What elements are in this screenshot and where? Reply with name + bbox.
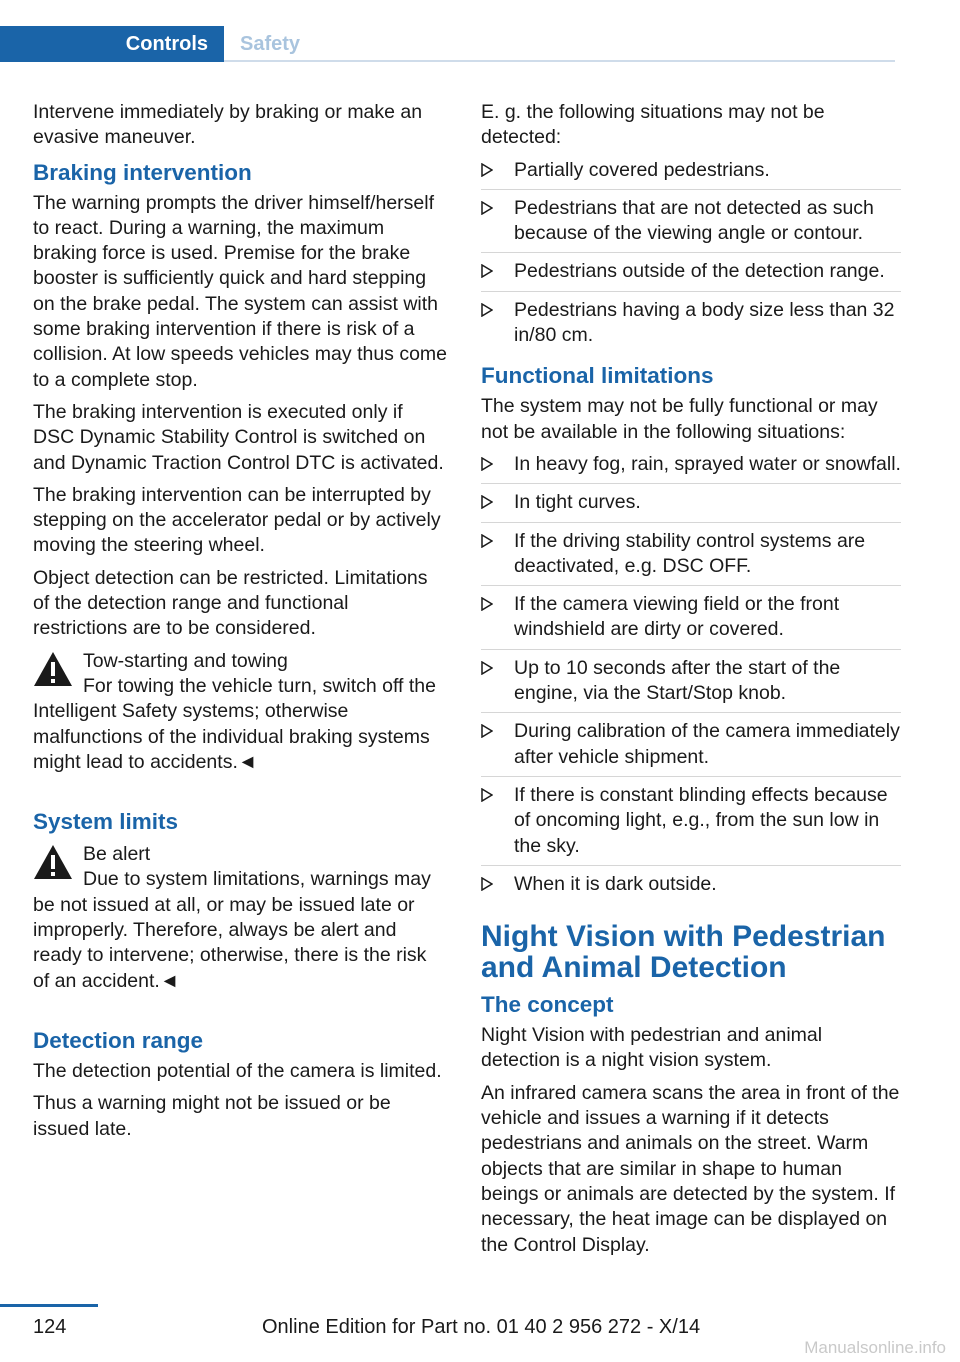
list-item	[481, 872, 901, 903]
tab-controls[interactable]: Controls	[0, 26, 224, 62]
list-item	[481, 298, 901, 355]
right-column	[481, 100, 901, 1265]
triangle-bullet-icon	[481, 303, 493, 317]
list-item	[481, 196, 901, 254]
list-item-text: Up to 10 seconds after the start of the engine, via the Start/Stop knob.	[514, 656, 841, 705]
heading-detection-range: Detection range	[33, 1027, 204, 1053]
tab-safety[interactable]: Safety	[240, 32, 301, 55]
warning-be-alert-text: Due to system limitations, warnings may be not issued at all, or may be issued late or improperly. Therefore, always be alert and ready to intervene; otherwise, there is the risk of an accident.◄	[33, 868, 431, 992]
heading-functional-limitations: Functional limitations	[481, 363, 714, 389]
triangle-bullet-icon	[481, 788, 493, 802]
triangle-bullet-icon	[481, 264, 493, 278]
list-item	[481, 592, 901, 650]
triangle-bullet-icon	[481, 457, 493, 471]
braking-paragraph-3: The braking intervention can be interrupted by stepping on the accelerator pedal or by actively moving the steering wheel.	[33, 483, 441, 557]
warning-be-alert	[33, 842, 448, 994]
footer-accent-line	[0, 1304, 98, 1307]
edition-text: Online Edition for Part no. 01 40 2 956 272 - X/14	[262, 1316, 701, 1338]
tab-underline	[224, 60, 895, 62]
page-number: 124	[33, 1316, 67, 1338]
warning-towing-text: For towing the vehicle turn, switch off the Intelligent Safety systems; otherwise malfunctions of the individual braking systems might lead to accidents.◄	[33, 674, 436, 773]
list-item-text: If there is constant blinding effects because of oncoming light, e.g., from the sun low in the sky.	[514, 783, 888, 857]
triangle-bullet-icon	[481, 877, 493, 891]
triangle-bullet-icon	[481, 495, 493, 509]
list-item-text: Pedestrians outside of the detection range.	[514, 260, 885, 283]
warning-towing-title: Tow-starting and towing	[83, 649, 288, 672]
list-item-text: In tight curves.	[514, 491, 641, 514]
heading-system-limits: System limits	[33, 809, 179, 835]
triangle-bullet-icon	[481, 661, 493, 675]
braking-paragraph-2: The braking intervention is executed only if DSC Dynamic Stability Control is switched on and Dynamic Traction Control DTC is activated.	[33, 400, 444, 474]
list-item-text: During calibration of the camera immediately after vehicle shipment.	[514, 720, 900, 768]
warning-triangle-icon	[33, 651, 73, 687]
intro-paragraph: Intervene immediately by braking or make an evasive maneuver.	[33, 101, 423, 149]
concept-paragraph-2: An infrared camera scans the area in front of the vehicle and issues a warning if it detects pedestrians and animals on the street. Warm objects that are similar in shape to human beings or animals are detected by the system. If necessary, the heat image can be displayed on the Control Display.	[481, 1081, 900, 1256]
watermark: Manualsonline.info	[804, 1338, 946, 1357]
detection-paragraph-1: The detection potential of the camera is limited.	[33, 1059, 442, 1082]
list-item	[481, 783, 901, 866]
triangle-bullet-icon	[481, 724, 493, 738]
triangle-bullet-icon	[481, 534, 493, 548]
left-column	[33, 100, 448, 1149]
list-item-text: When it is dark outside.	[514, 872, 717, 895]
list-item	[481, 719, 901, 777]
triangle-bullet-icon	[481, 163, 493, 177]
list-item-text: In heavy fog, rain, sprayed water or snowfall.	[514, 452, 901, 475]
list-item-text: If the camera viewing field or the front windshield are dirty or covered.	[514, 593, 840, 641]
heading-night-vision: Night Vision with Pedestrian and Animal Detection	[481, 920, 886, 985]
heading-braking-intervention: Braking intervention	[33, 159, 252, 185]
concept-paragraph-1: Night Vision with pedestrian and animal detection is a night vision system.	[481, 1024, 823, 1072]
functional-paragraph: The system may not be fully functional or may not be available in the following situations:	[481, 395, 878, 443]
heading-the-concept: The concept	[481, 992, 614, 1018]
detection-paragraph-2: Thus a warning might not be issued or be issued late.	[33, 1092, 391, 1140]
warning-triangle-icon	[33, 844, 73, 880]
list-item-text: If the driving stability control systems are deactivated, e.g. DSC OFF.	[514, 529, 866, 577]
braking-paragraph-4: Object detection can be restricted. Limitations of the detection range and functional restrictions are to be considered.	[33, 566, 428, 640]
braking-paragraph-1: The warning prompts the driver himself/herself to react. During a warning, the maximum braking force is used. Premise for the brake booster is sufficiently quick and hard stepping on the brake pedal. The system can assist with some braking intervention if there is risk of a collision. At low speeds vehicles may thus come to a complete stop.	[33, 191, 448, 391]
list-item-text: Pedestrians that are not detected as such because of the viewing angle or contour.	[514, 196, 874, 245]
warning-be-alert-title: Be alert	[83, 843, 151, 866]
warning-towing	[33, 649, 448, 775]
triangle-bullet-icon	[481, 597, 493, 611]
list-item	[481, 490, 901, 522]
functional-limitations-list	[481, 452, 901, 903]
triangle-bullet-icon	[481, 201, 493, 215]
undetected-situations-list	[481, 158, 901, 355]
list-item-text: Partially covered pedestrians.	[514, 158, 770, 181]
header-tabs	[0, 26, 895, 62]
list-item	[481, 529, 901, 587]
eg-paragraph: E. g. the following situations may not be detected:	[481, 101, 825, 149]
list-item	[481, 656, 901, 714]
list-item	[481, 452, 901, 484]
list-item-text: Pedestrians having a body size less than 32 in/80 cm.	[514, 298, 895, 347]
list-item	[481, 259, 901, 291]
list-item	[481, 158, 901, 190]
